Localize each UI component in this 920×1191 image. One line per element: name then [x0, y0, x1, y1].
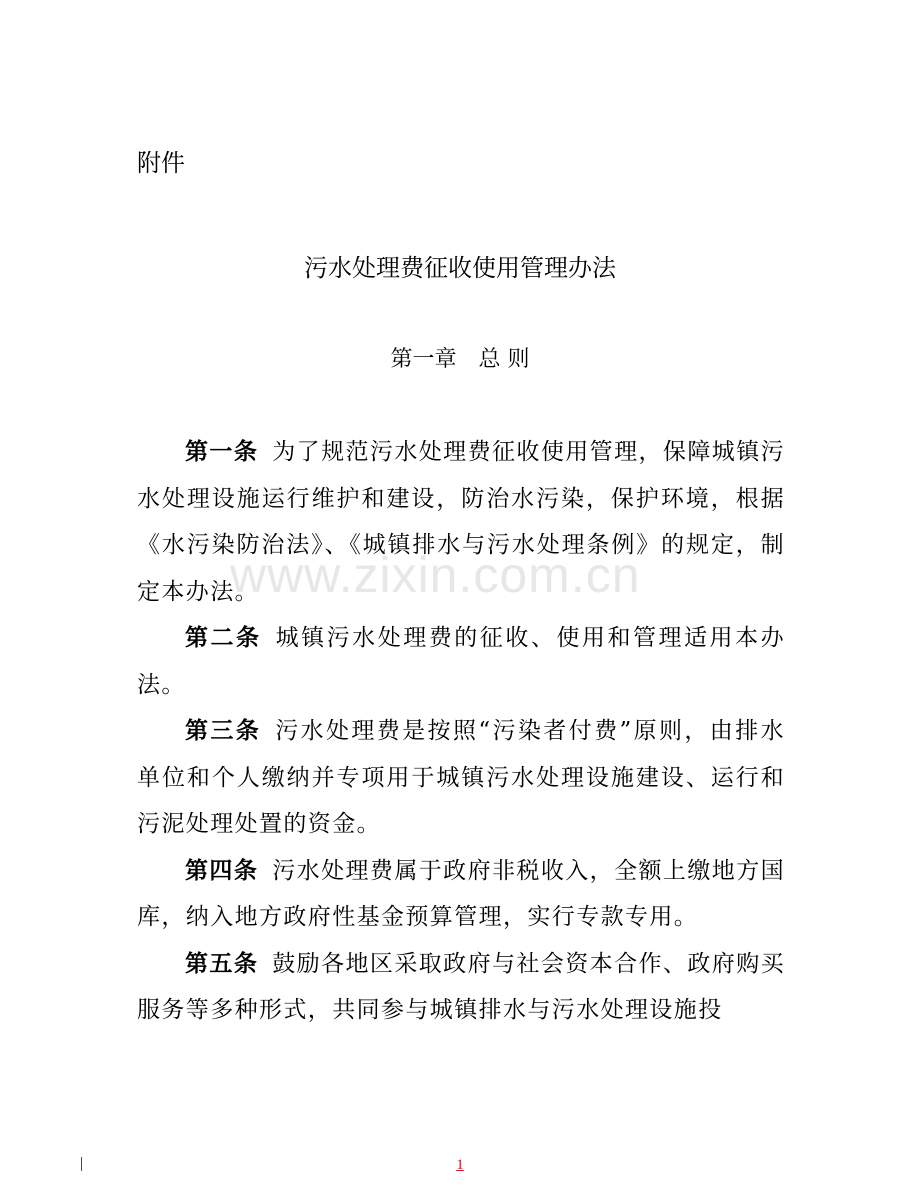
article-text: 为了规范污水处理费征收使用管理，保障城镇污水处理设施运行维护和建设，防治水污染，保护环境，根据《水污染防治法》、《城镇排水与污水处理条例》的规定，制定本办法。: [137, 439, 786, 605]
article-label: 第五条: [185, 950, 259, 977]
attachment-label: 附件: [137, 149, 185, 177]
chapter-title: 第一章 总 则: [390, 347, 530, 372]
article-4: [137, 848, 785, 941]
document-body: [137, 429, 785, 1034]
article-text: 城镇污水处理费的征收、使用和管理适用本办法。: [137, 625, 786, 698]
article-text: 污水处理费是按照“污染者付费”原则，由排水单位和个人缴纳并专项用于城镇污水处理设施建设、运行和污泥处理处置的资金。: [137, 718, 785, 837]
article-1: [137, 429, 785, 615]
article-5: [137, 941, 785, 1034]
page-number: 1: [456, 1157, 464, 1173]
article-text: 鼓励各地区采取政府与社会资本合作、政府购买服务等多种形式，共同参与城镇排水与污水处理设施投: [137, 950, 786, 1023]
article-3: [137, 708, 785, 848]
article-text: 污水处理费属于政府非税收入，全额上缴地方国库，纳入地方政府性基金预算管理，实行专款专用。: [137, 857, 786, 930]
article-2: [137, 615, 785, 708]
document-title: 污水处理费征收使用管理办法: [304, 254, 616, 282]
article-label: 第一条: [185, 439, 259, 465]
article-label: 第三条: [185, 718, 262, 744]
article-label: 第四条: [185, 857, 259, 884]
article-label: 第二条: [185, 625, 262, 651]
watermark: www.zixin.com.cn: [230, 547, 641, 603]
